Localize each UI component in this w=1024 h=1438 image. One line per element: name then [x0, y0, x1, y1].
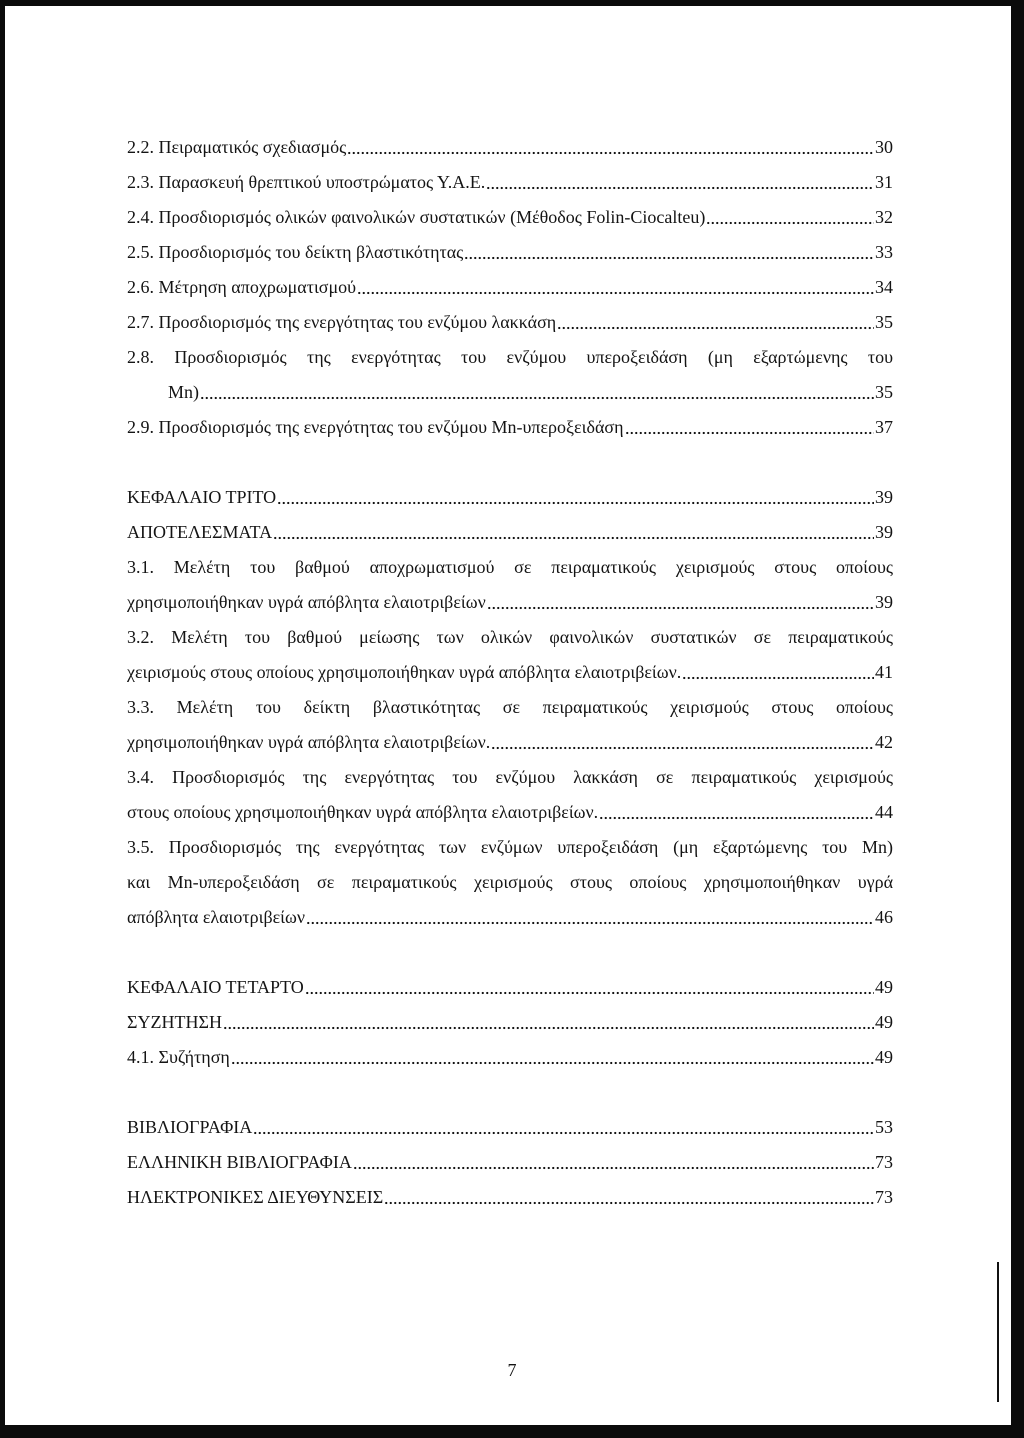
toc-page-number: 33: [875, 242, 893, 262]
dot-leader: [486, 165, 874, 200]
toc-entry-last-line: [127, 900, 893, 935]
toc-entry: [127, 130, 893, 165]
page-number: 7: [507, 1360, 517, 1380]
toc-entry-text: ΒΙΒΛΙΟΓΡΑΦΙΑ: [127, 1117, 253, 1137]
toc-page-number: 42: [875, 732, 893, 752]
toc-entry: [127, 550, 893, 620]
toc-entry: [127, 620, 893, 690]
toc-entry-last-line: [127, 725, 893, 760]
toc-entry-last-line: [127, 655, 893, 690]
toc-page-number: 32: [875, 207, 893, 227]
toc-page-number: 49: [875, 1012, 893, 1032]
toc-entry-text: ΚΕΦΑΛΑΙΟ ΤΕΤΑΡΤΟ: [127, 977, 304, 997]
toc-entry: [127, 760, 893, 830]
toc-entry-text: 2.4. Προσδιορισμός ολικών φαινολικών συστατικών (Μέθοδος Folin-Ciocalteu): [127, 207, 706, 227]
dot-leader: [557, 305, 874, 340]
toc-entry: [127, 165, 893, 200]
toc-entry: [127, 1145, 893, 1180]
toc-page-number: 46: [875, 907, 893, 927]
toc-entry-text: ΣΥΖΗΤΗΣΗ: [127, 1012, 222, 1032]
dot-leader: [200, 375, 874, 410]
toc-entry-last-line: [127, 375, 893, 410]
dot-leader: [682, 655, 874, 690]
toc-page-number: 53: [875, 1117, 893, 1137]
dot-leader: [305, 970, 874, 1005]
toc-page-number: 31: [875, 172, 893, 192]
toc-entry: [127, 235, 893, 270]
toc-entry-text: χρησιμοποιήθηκαν υγρά απόβλητα ελαιοτριβείων: [127, 592, 486, 612]
toc-entry-text: 3.3. Μελέτη του δείκτη βλαστικότητας σε πειραματικούς χειρισμούς στους οποίους: [127, 697, 893, 717]
toc-page-number: 39: [875, 487, 893, 507]
toc-entry-text: ΚΕΦΑΛΑΙΟ ΤΡΙΤΟ: [127, 487, 277, 507]
toc-entry: [127, 1005, 893, 1040]
toc-entry: [127, 340, 893, 410]
toc-entry-text: 4.1. Συζήτηση: [127, 1047, 230, 1067]
toc-entry-text: 2.5. Προσδιορισμός του δείκτη βλαστικότητας: [127, 242, 464, 262]
dot-leader: [277, 480, 874, 515]
dot-leader: [357, 270, 874, 305]
toc-page-number: 44: [875, 802, 893, 822]
toc-page-number: 49: [875, 977, 893, 997]
toc-entry-text: και Mn-υπεροξειδάση σε πειραματικούς χειρισμούς στους οποίους χρησιμοποιήθηκαν υγρά: [127, 872, 893, 892]
table-of-contents: [127, 130, 893, 1215]
toc-entry-last-line: [127, 795, 893, 830]
toc-entry-text: χειρισμούς στους οποίους χρησιμοποιήθηκαν υγρά απόβλητα ελαιοτριβείων.: [127, 662, 682, 682]
toc-entry-text: 2.8. Προσδιορισμός της ενεργότητας του ενζύμου υπεροξειδάση (μη εξαρτώμενης του: [127, 347, 893, 367]
dot-leader: [706, 200, 874, 235]
toc-entry-text: 3.5. Προσδιορισμός της ενεργότητας των ενζύμων υπεροξειδάση (μη εξαρτώμενης του Mn): [127, 837, 893, 857]
toc-section: [127, 1110, 893, 1215]
toc-entry-text: 3.1. Μελέτη του βαθμού αποχρωματισμού σε πειραματικούς χειρισμούς στους οποίους: [127, 557, 893, 577]
toc-entry: [127, 970, 893, 1005]
toc-entry: [127, 200, 893, 235]
toc-section: [127, 130, 893, 445]
toc-entry-text: 2.2. Πειραματικός σχεδιασμός: [127, 137, 347, 157]
dot-leader: [487, 585, 874, 620]
dot-leader: [253, 1110, 874, 1145]
toc-page-number: 37: [875, 417, 893, 437]
toc-entry: [127, 690, 893, 760]
toc-entry-text: 2.3. Παρασκευή θρεπτικού υποστρώματος Υ.Α.Ε.: [127, 172, 486, 192]
dot-leader: [599, 795, 874, 830]
toc-entry-last-line: [127, 585, 893, 620]
toc-entry: [127, 1180, 893, 1215]
toc-entry: [127, 270, 893, 305]
toc-page-number: 35: [875, 382, 893, 402]
toc-page-number: 35: [875, 312, 893, 332]
toc-entry-text: ΗΛΕΚΤΡΟΝΙΚΕΣ ΔΙΕΥΘΥΝΣΕΙΣ: [127, 1187, 384, 1207]
toc-entry-text: 2.6. Μέτρηση αποχρωματισμού: [127, 277, 357, 297]
toc-page-number: 39: [875, 592, 893, 612]
toc-entry-text: απόβλητα ελαιοτριβείων: [127, 907, 305, 927]
toc-entry-text: 2.7. Προσδιορισμός της ενεργότητας του ενζύμου λακκάση: [127, 312, 557, 332]
toc-entry-text: στους οποίους χρησιμοποιήθηκαν υγρά απόβλητα ελαιοτριβείων.: [127, 802, 599, 822]
toc-section: [127, 480, 893, 935]
toc-entry-text: 3.4. Προσδιορισμός της ενεργότητας του ενζύμου λακκάση σε πειραματικούς χειρισμούς: [127, 767, 893, 787]
toc-entry: [127, 830, 893, 935]
dot-leader: [306, 900, 874, 935]
dot-leader: [231, 1040, 874, 1075]
dot-leader: [625, 410, 875, 445]
toc-entry: [127, 1040, 893, 1075]
toc-section: [127, 970, 893, 1075]
dot-leader: [464, 235, 874, 270]
toc-page-number: 49: [875, 1047, 893, 1067]
toc-entry: [127, 305, 893, 340]
toc-entry-text: Mn): [168, 382, 199, 402]
dot-leader: [491, 725, 874, 760]
toc-entry: [127, 1110, 893, 1145]
toc-entry: [127, 515, 893, 550]
toc-page-number: 34: [875, 277, 893, 297]
dot-leader: [273, 515, 874, 550]
toc-entry-text: χρησιμοποιήθηκαν υγρά απόβλητα ελαιοτριβείων.: [127, 732, 491, 752]
toc-page-number: 30: [875, 137, 893, 157]
toc-page-number: 39: [875, 522, 893, 542]
toc-entry: [127, 410, 893, 445]
toc-entry-text: 3.2. Μελέτη του βαθμού μείωσης των ολικών φαινολικών συστατικών σε πειραματικούς: [127, 627, 893, 647]
toc-entry: [127, 480, 893, 515]
toc-page-number: 41: [875, 662, 893, 682]
toc-page-number: 73: [875, 1152, 893, 1172]
dot-leader: [353, 1145, 874, 1180]
toc-page-number: 73: [875, 1187, 893, 1207]
dot-leader: [384, 1180, 874, 1215]
toc-entry-text: ΑΠΟΤΕΛΕΣΜΑΤΑ: [127, 522, 273, 542]
toc-entry-text: 2.9. Προσδιορισμός της ενεργότητας του ενζύμου Mn-υπεροξειδάση: [127, 417, 624, 437]
dot-leader: [347, 130, 874, 165]
dot-leader: [223, 1005, 874, 1040]
toc-entry-text: ΕΛΛΗΝΙΚΗ ΒΙΒΛΙΟΓΡΑΦΙΑ: [127, 1152, 352, 1172]
